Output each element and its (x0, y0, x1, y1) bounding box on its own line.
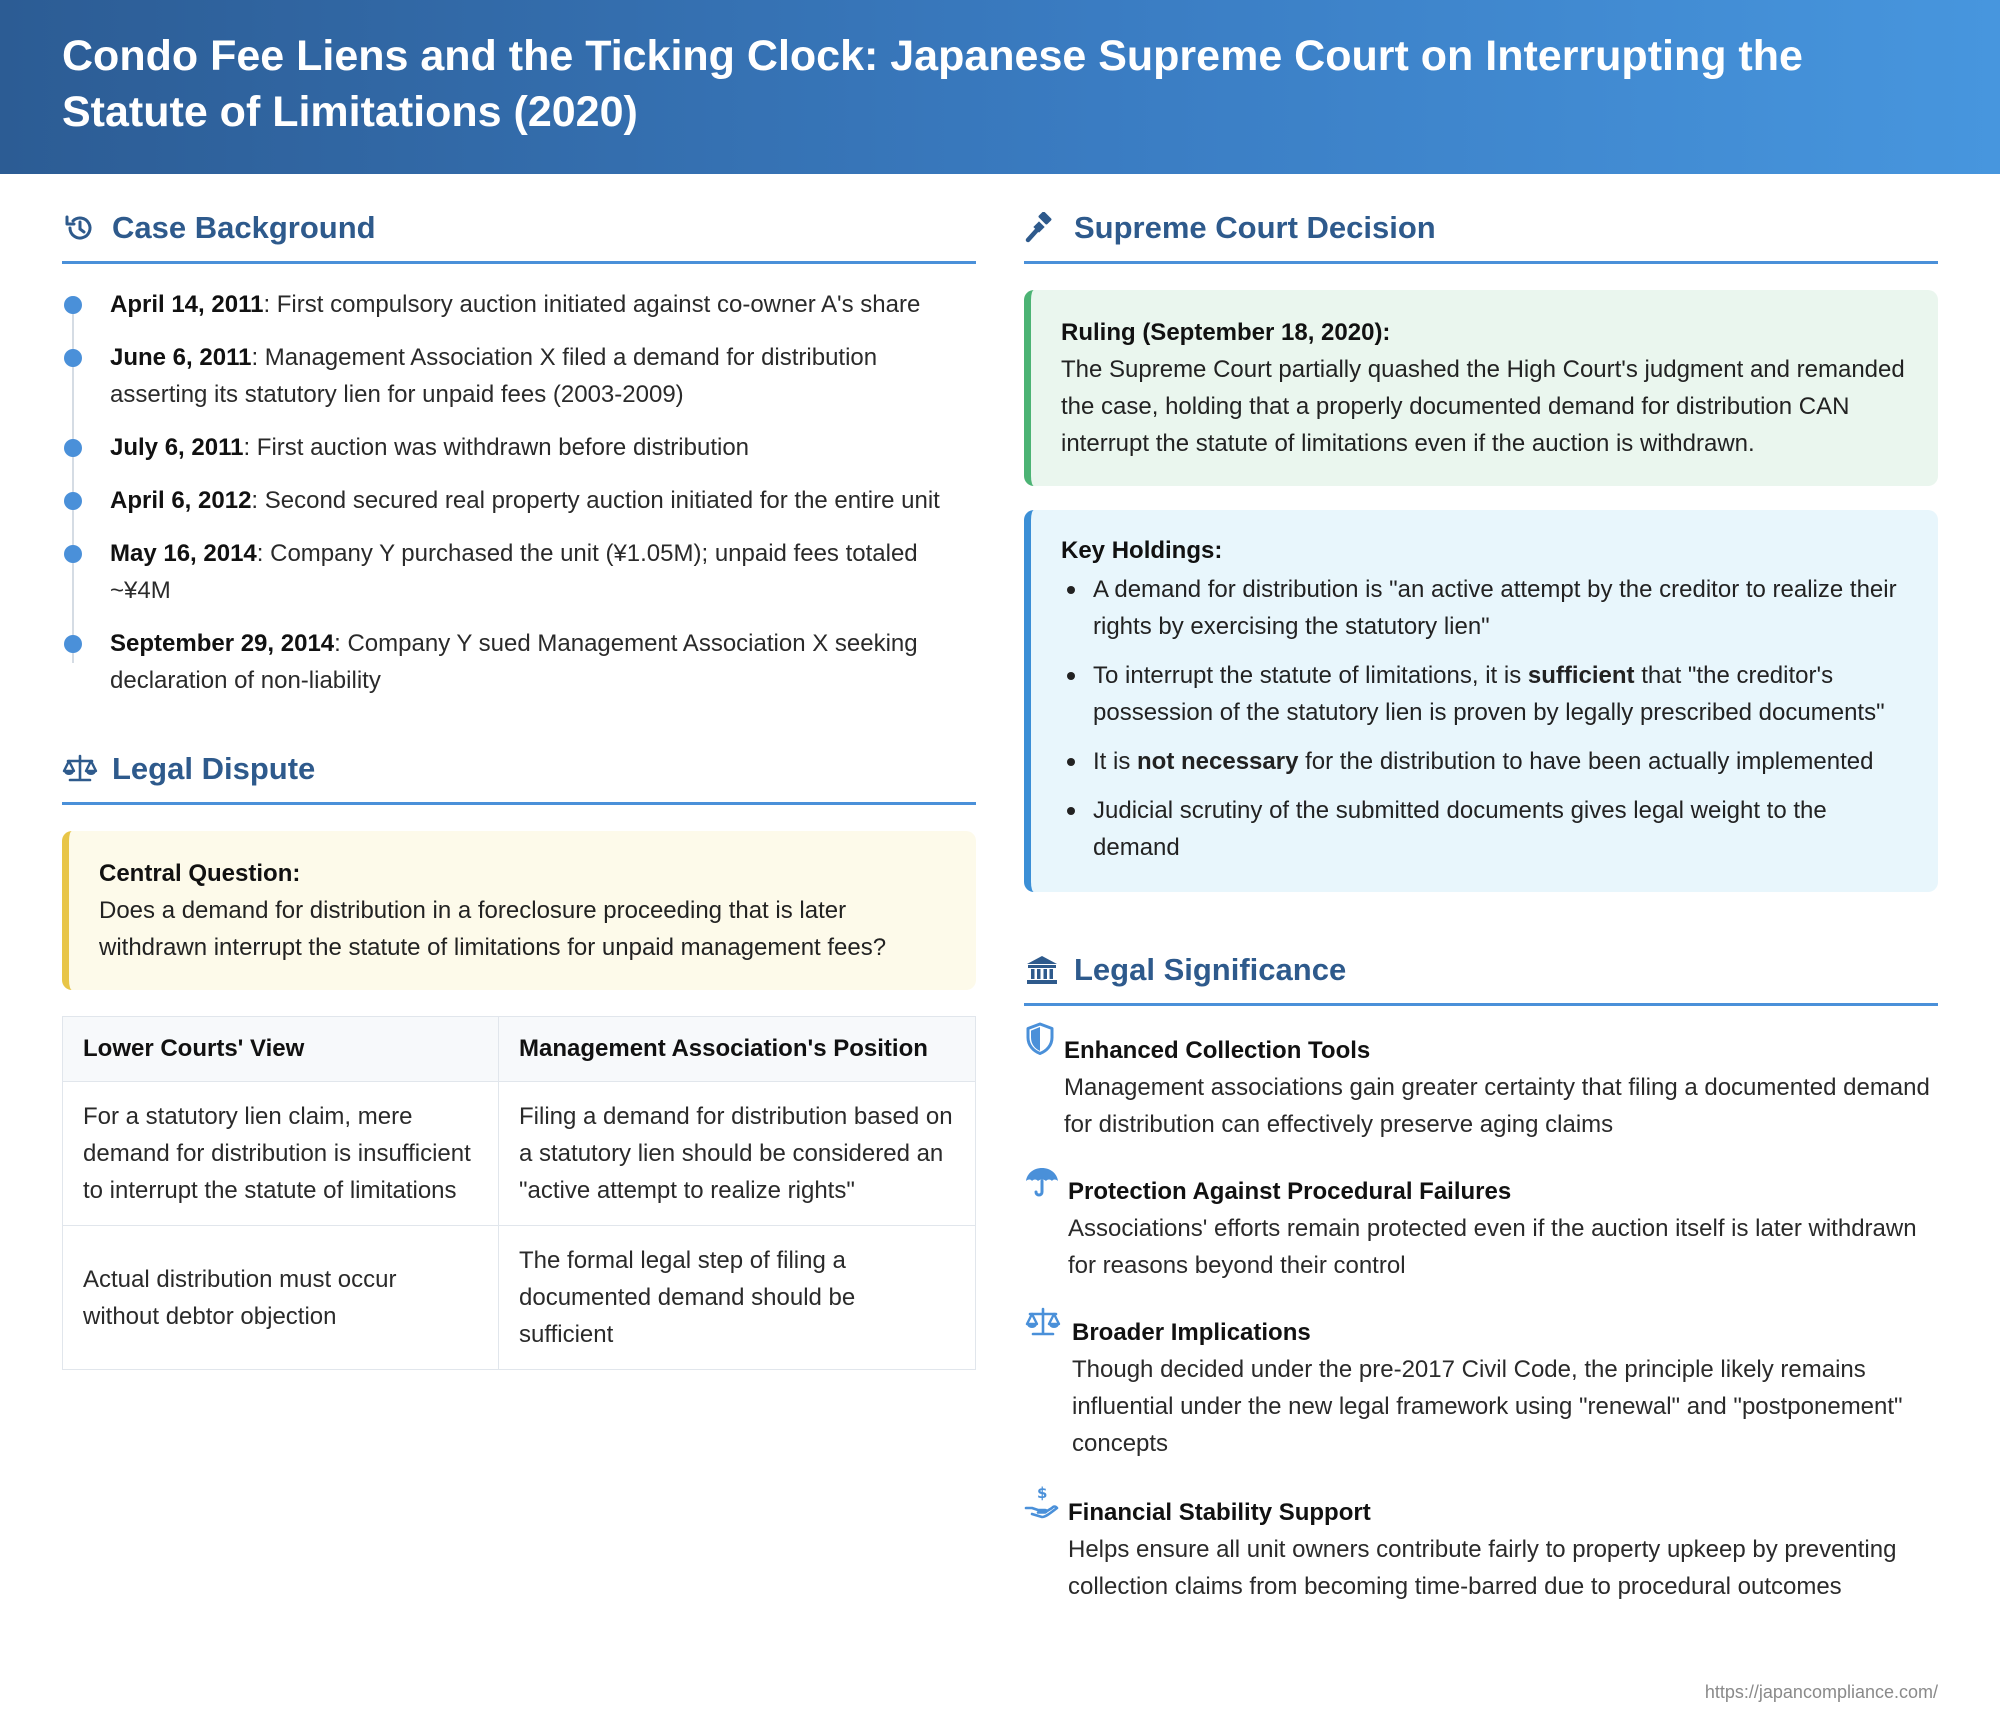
timeline-item (62, 429, 976, 466)
timeline-item (62, 286, 976, 323)
significance-item-title: Financial Stability Support (1068, 1499, 1371, 1526)
table-row (63, 1226, 976, 1370)
central-question-callout (62, 831, 976, 990)
significance-item (1024, 1306, 1938, 1462)
footer-url: https://japancompliance.com/ (1704, 1682, 1938, 1702)
holding-text: A demand for distribution is "an active attempt by the creditor to realize their rights by exercising the statutory lien" (1093, 576, 1897, 640)
timeline-dot (64, 296, 82, 314)
page-header (0, 0, 2000, 174)
timeline-item (62, 339, 976, 413)
significance-item-text: Though decided under the pre-2017 Civil Code, the principle likely remains influential under the new legal framework using "renewal" and "postponement" concepts (1072, 1356, 1903, 1457)
significance-item-text: Associations' efforts remain protected even if the auction itself is later withdrawn for reasons beyond their control (1068, 1215, 1917, 1279)
timeline-date: April 14, 2011 (110, 291, 264, 318)
ruling-text: The Supreme Court partially quashed the High Court's judgment and remanded the case, holding that a properly documented demand for distribution CAN interrupt the statute of limitations even if the auction is withdrawn. (1061, 356, 1905, 457)
right-column (1024, 174, 1938, 1605)
table-row (63, 1082, 976, 1226)
central-question-label: Central Question: (99, 860, 301, 887)
significance-item (1024, 1484, 1938, 1605)
significance-header (1024, 916, 1938, 1006)
history-icon (62, 210, 98, 246)
timeline-date: July 6, 2011 (110, 434, 244, 461)
ruling-callout (1024, 290, 1938, 486)
positions-table (62, 1016, 976, 1370)
list-item (1061, 657, 1908, 731)
timeline-dot (64, 439, 82, 457)
list-item (1061, 792, 1908, 866)
svg-text:$: $ (1037, 1484, 1048, 1502)
holding-text: for the distribution to have been actually implemented (1298, 748, 1874, 775)
column-header: Lower Courts' View (63, 1017, 499, 1082)
timeline-date: June 6, 2011 (110, 344, 252, 371)
significance-item-text: Helps ensure all unit owners contribute fairly to property upkeep by preventing collection claims from becoming time-barred due to procedural outcomes (1068, 1536, 1897, 1600)
timeline-text: : Company Y sued Management Association X seeking declaration of non-liability (110, 630, 918, 694)
timeline-item (62, 535, 976, 609)
timeline-text: : Second secured real property auction initiated for the entire unit (251, 487, 940, 514)
shield-icon (1024, 1022, 1064, 1061)
timeline-dot (64, 349, 82, 367)
timeline-text: : First compulsory auction initiated against co-owner A's share (263, 291, 921, 318)
timeline-date: September 29, 2014 (110, 630, 335, 657)
gavel-icon (1024, 210, 1060, 246)
column-header: Management Association's Position (499, 1017, 976, 1082)
legal-dispute-title: Legal Dispute (112, 750, 316, 786)
scales-icon (1024, 1306, 1072, 1343)
holding-text: that "the creditor's possession of the statutory lien is proven by legally prescribed documents" (1093, 662, 1885, 726)
table-header-row (63, 1017, 976, 1082)
key-holdings-list (1061, 571, 1908, 866)
holding-emphasis: not necessary (1137, 748, 1299, 775)
table-cell: Actual distribution must occur without debtor objection (63, 1226, 499, 1370)
holding-text: Judicial scrutiny of the submitted documents gives legal weight to the demand (1093, 797, 1827, 861)
significance-item-text: Management associations gain greater certainty that filing a documented demand for distribution can effectively preserve aging claims (1064, 1074, 1930, 1138)
list-item (1061, 571, 1908, 645)
case-background-title: Case Background (112, 209, 376, 245)
landmark-icon (1024, 952, 1060, 988)
decision-header (1024, 174, 1938, 264)
central-question-text: Does a demand for distribution in a foreclosure proceeding that is later withdrawn interrupt the statute of limitations for unpaid management fees? (99, 897, 887, 961)
table-cell: The formal legal step of filing a documented demand should be sufficient (499, 1226, 976, 1370)
timeline-item (62, 625, 976, 699)
table-cell: For a statutory lien claim, mere demand for distribution is insufficient to interrupt the statute of limitations (63, 1082, 499, 1226)
list-item (1061, 743, 1908, 780)
timeline-date: May 16, 2014 (110, 540, 257, 567)
timeline-dot (64, 635, 82, 653)
legal-dispute-header (62, 715, 976, 805)
timeline-item (62, 482, 976, 519)
case-background-header (62, 174, 976, 264)
key-holdings-label: Key Holdings: (1061, 537, 1223, 564)
case-timeline (62, 286, 976, 699)
significance-item-title: Protection Against Procedural Failures (1068, 1178, 1512, 1205)
timeline-text: : Company Y purchased the unit (¥1.05M); unpaid fees totaled ~¥4M (110, 540, 918, 604)
significance-item-title: Broader Implications (1072, 1319, 1311, 1346)
hand-dollar-icon (1024, 1484, 1068, 1525)
umbrella-icon (1024, 1165, 1068, 1204)
significance-item (1024, 1165, 1938, 1284)
holding-text: To interrupt the statute of limitations, it is (1093, 662, 1528, 689)
timeline-text: : First auction was withdrawn before distribution (243, 434, 750, 461)
timeline-dot (64, 492, 82, 510)
key-holdings-callout (1024, 510, 1938, 892)
holding-emphasis: sufficient (1527, 662, 1635, 689)
timeline-dot (64, 545, 82, 563)
decision-title: Supreme Court Decision (1074, 209, 1436, 245)
table-cell: Filing a demand for distribution based on a statutory lien should be considered an "active attempt to realize rights" (499, 1082, 976, 1226)
timeline-text: : Management Association X filed a demand for distribution asserting its statutory lien for unpaid fees (2003-2009) (110, 344, 878, 408)
left-column (62, 174, 976, 1370)
significance-item-title: Enhanced Collection Tools (1064, 1037, 1371, 1064)
ruling-label: Ruling (September 18, 2020): (1061, 319, 1391, 346)
significance-title: Legal Significance (1074, 951, 1347, 987)
timeline-date: April 6, 2012 (110, 487, 252, 514)
significance-item (1024, 1022, 1938, 1143)
scales-icon (62, 751, 98, 787)
holding-text: It is (1093, 748, 1138, 775)
page-title: Condo Fee Liens and the Ticking Clock: Japanese Supreme Court on Interrupting the Statute of Limitations (2020) (62, 32, 1803, 136)
